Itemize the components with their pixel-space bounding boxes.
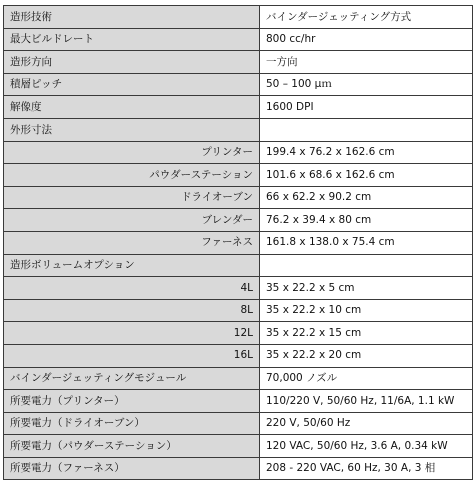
sub-label: ドライオーブン [4, 186, 260, 209]
spec-value [260, 118, 473, 141]
table-row [4, 231, 473, 254]
table-row [4, 96, 473, 119]
spec-value: 66 x 62.2 x 90.2 cm [260, 186, 473, 209]
spec-table [3, 5, 473, 480]
spec-label: 所要電力（ファーネス） [4, 457, 260, 480]
table-row [4, 299, 473, 322]
sub-label: 4L [4, 277, 260, 300]
sub-label: 8L [4, 299, 260, 322]
spec-value: 50 – 100 μｍ [260, 73, 473, 96]
spec-value: 220 V, 50/60 Hz [260, 412, 473, 435]
table-row [4, 457, 473, 480]
section-row-dimensions [4, 118, 473, 141]
section-label: 造形ボリュームオプション [4, 254, 260, 277]
spec-label: 解像度 [4, 96, 260, 119]
spec-value: バインダージェッティング方式 [260, 6, 473, 29]
table-row [4, 6, 473, 29]
spec-value: 76.2 x 39.4 x 80 cm [260, 209, 473, 232]
spec-label: 所要電力（プリンター） [4, 390, 260, 413]
sub-label: ファーネス [4, 231, 260, 254]
spec-value: 120 VAC, 50/60 Hz, 3.6 A, 0.34 kW [260, 435, 473, 458]
table-row [4, 435, 473, 458]
spec-value [260, 254, 473, 277]
sub-label: 16L [4, 344, 260, 367]
spec-value: 35 x 22.2 x 20 cm [260, 344, 473, 367]
table-row [4, 186, 473, 209]
table-row [4, 73, 473, 96]
spec-value: 161.8 x 138.0 x 75.4 cm [260, 231, 473, 254]
spec-value: 35 x 22.2 x 15 cm [260, 322, 473, 345]
table-row [4, 277, 473, 300]
spec-value: 70,000 ノズル [260, 367, 473, 390]
table-row [4, 209, 473, 232]
spec-value: 101.6 x 68.6 x 162.6 cm [260, 164, 473, 187]
table-row [4, 51, 473, 74]
spec-label: 所要電力（ドライオーブン） [4, 412, 260, 435]
sub-label: パウダーステーション [4, 164, 260, 187]
spec-label: 積層ピッチ [4, 73, 260, 96]
spec-label: バインダージェッティングモジュール [4, 367, 260, 390]
spec-value: 800 cc/hr [260, 28, 473, 51]
spec-label: 造形技術 [4, 6, 260, 29]
table-row [4, 141, 473, 164]
spec-label: 所要電力（パウダーステーション） [4, 435, 260, 458]
table-row [4, 322, 473, 345]
spec-label: 造形方向 [4, 51, 260, 74]
spec-value: 199.4 x 76.2 x 162.6 cm [260, 141, 473, 164]
table-row [4, 344, 473, 367]
table-row [4, 28, 473, 51]
table-row [4, 412, 473, 435]
spec-value: 208 - 220 VAC, 60 Hz, 30 A, 3 相 [260, 457, 473, 480]
spec-value: 一方向 [260, 51, 473, 74]
table-row [4, 390, 473, 413]
sub-label: プリンター [4, 141, 260, 164]
spec-value: 1600 DPI [260, 96, 473, 119]
sub-label: ブレンダー [4, 209, 260, 232]
spec-label: 最大ビルドレート [4, 28, 260, 51]
sub-label: 12L [4, 322, 260, 345]
table-row [4, 164, 473, 187]
spec-value: 35 x 22.2 x 10 cm [260, 299, 473, 322]
spec-value: 35 x 22.2 x 5 cm [260, 277, 473, 300]
section-label: 外形寸法 [4, 118, 260, 141]
table-row [4, 367, 473, 390]
spec-value: 110/220 V, 50/60 Hz, 11/6A, 1.1 kW [260, 390, 473, 413]
section-row-build-volume [4, 254, 473, 277]
